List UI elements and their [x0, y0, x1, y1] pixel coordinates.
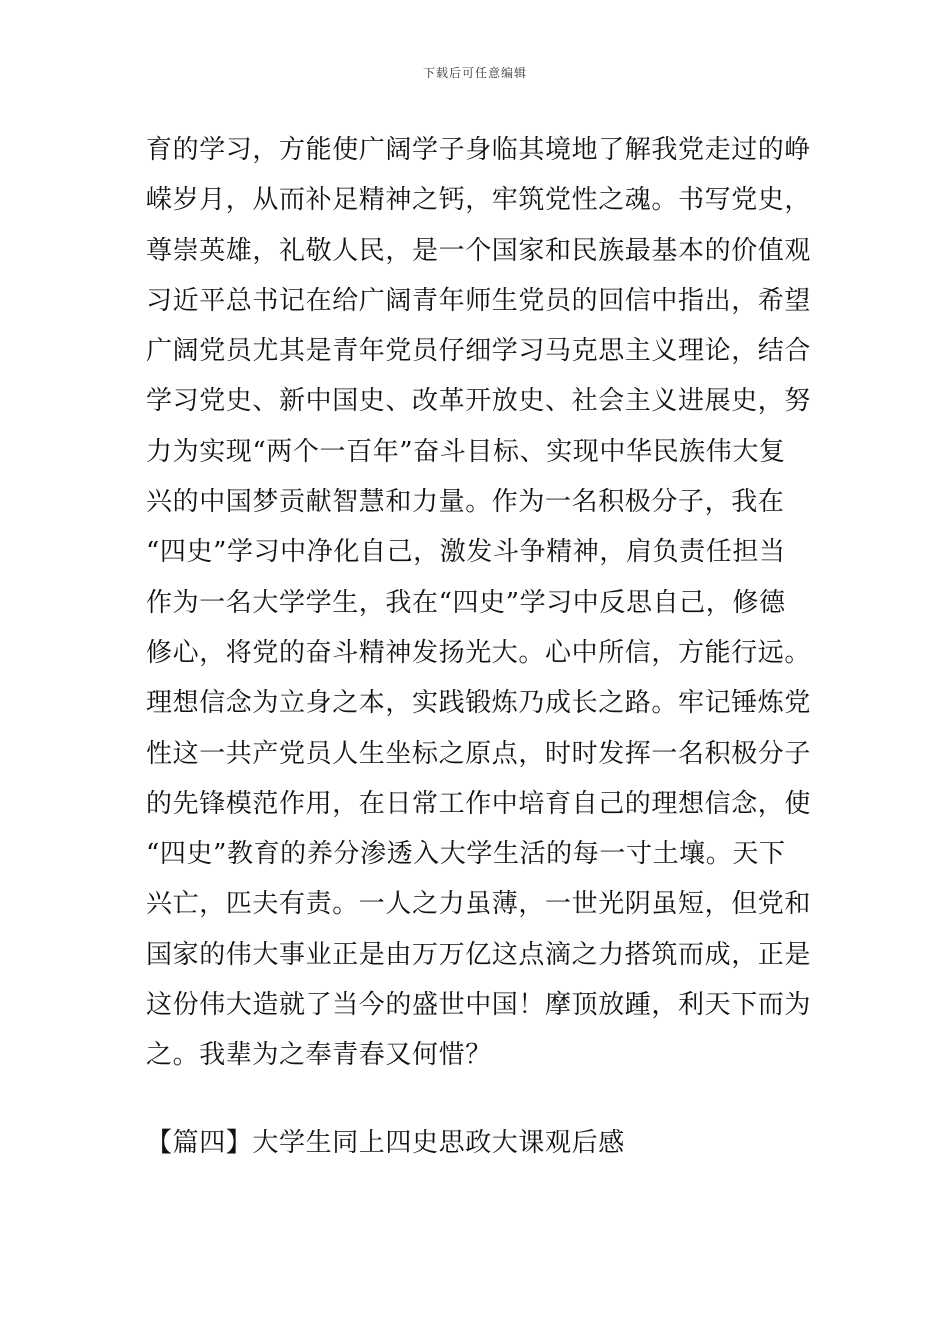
- body-line: 这份伟大造就了当今的盛世中国！摩顶放踵，利天下而为: [146, 990, 812, 1021]
- body-line: 兴亡，匹夫有责。一人之力虽薄，一世光阴虽短，但党和: [146, 889, 812, 920]
- section-heading: 【篇四】大学生同上四史思政大课观后感: [146, 1128, 625, 1158]
- body-line: 学习党史、新中国史、改革开放史、社会主义进展史，努: [146, 386, 812, 417]
- body-line: 力为实现“两个一百年”奋斗目标、实现中华民族伟大复: [146, 436, 786, 467]
- body-line: 之。我辈为之奉青春又何惜？: [146, 1040, 492, 1071]
- body-line: 国家的伟大事业正是由万万亿这点滴之力搭筑而成，正是: [146, 939, 812, 970]
- body-line: 的先锋模范作用，在日常工作中培育自己的理想信念，使: [146, 788, 812, 819]
- header-note: 下载后可任意编辑: [422, 66, 527, 80]
- body-line: 性这一共产党员人生坐标之原点，时时发挥一名积极分子: [146, 738, 812, 769]
- body-line: 习近平总书记在给广阔青年师生党员的回信中指出，希望: [146, 285, 812, 316]
- body-line: “四史”学习中净化自己，激发斗争精神，肩负责任担当: [146, 537, 786, 568]
- body-line: 兴的中国梦贡献智慧和力量。作为一名积极分子，我在: [146, 487, 785, 518]
- body-line: 嵘岁月，从而补足精神之钙，牢筑党性之魂。书写党史，: [146, 185, 812, 216]
- body-line: 育的学习，方能使广阔学子身临其境地了解我党走过的峥: [146, 135, 812, 165]
- body-line: 尊崇英雄，礼敬人民，是一个国家和民族最基本的价值观: [146, 235, 812, 266]
- body-line: 作为一名大学学生，我在“四史”学习中反思自己，修德: [146, 587, 786, 618]
- body-line: 修心，将党的奋斗精神发扬光大。心中所信，方能行远。: [146, 637, 812, 668]
- body-line: 广阔党员尤其是青年党员仔细学习马克思主义理论，结合: [146, 336, 812, 367]
- body-line: 理想信念为立身之本，实践锻炼乃成长之路。牢记锤炼党: [146, 688, 812, 719]
- body-text: [146, 125, 816, 1081]
- body-line: “四史”教育的养分渗透入大学生活的每一寸土壤。天下: [146, 839, 786, 870]
